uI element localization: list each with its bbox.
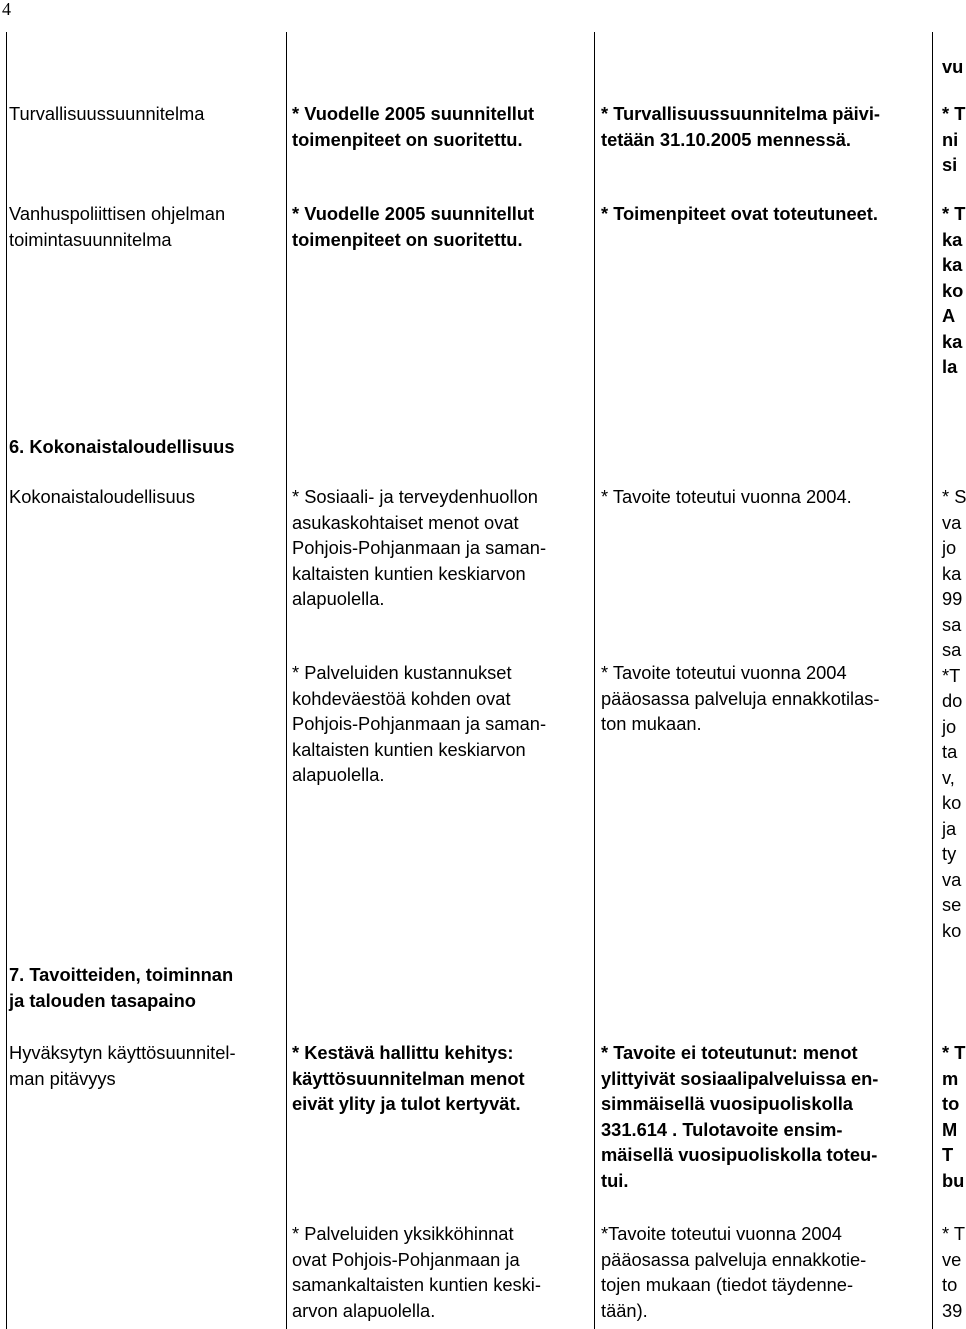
- status-kokonais-2: * Tavoite toteutui vuonna 2004 pääosassa palveluja ennakkotilas- ton mukaan.: [601, 662, 880, 734]
- section-heading-6: 6. Kokonaistaloudellisuus: [9, 436, 235, 457]
- goal-vanhuspoliittinen: * Vuodelle 2005 suunnitellut toimenpiteet on suoritettu.: [292, 203, 535, 250]
- row-title-kokonaistaloudellisuus: Kokonaistaloudellisuus: [9, 486, 195, 507]
- col4-kaytto-1: * T m to M T bu: [942, 1042, 966, 1191]
- col4-kokonais: * S va jo ka 99 sa sa *T do jo ta v, ko ja ty va se ko: [942, 486, 966, 941]
- col4-kaytto-2: * T ve to 39: [942, 1223, 966, 1321]
- table-border-left: [6, 32, 7, 1329]
- column-divider-1: [286, 32, 287, 1329]
- row-title-turvallisuus: Turvallisuussuunnitelma: [9, 103, 205, 124]
- col4-turvallisuus: * T ni si: [942, 103, 966, 175]
- col4-vanhuspoliittinen: * T ka ka ko A ka la: [942, 203, 966, 377]
- section-heading-7: 7. Tavoitteiden, toiminnan ja talouden tasapaino: [9, 964, 234, 1011]
- status-kokonais-1: * Tavoite toteutui vuonna 2004.: [601, 486, 852, 507]
- page-number: 4: [2, 0, 11, 19]
- status-turvallisuus: * Turvallisuussuunnitelma päivi- tetään 31.10.2005 mennessä.: [601, 103, 881, 150]
- status-kaytto-2: *Tavoite toteutui vuonna 2004 pääosassa palveluja ennakkotie- tojen mukaan (tiedot täydenne- tään).: [601, 1223, 867, 1321]
- status-kaytto-1: * Tavoite ei toteutunut: menot ylittyivät sosiaalipalveluissa en- simmäisellä vuosipuoliskolla 331.614 . Tulotavoite ensim- mäisellä vuosipuoliskolla toteu- tui.: [601, 1042, 879, 1191]
- goal-kokonais-1: * Sosiaali- ja terveydenhuollon asukaskohtaiset menot ovat Pohjois-Pohjanmaan ja saman- kaltaisten kuntien keskiarvon alapuolella.: [292, 486, 547, 609]
- column-divider-2: [594, 32, 595, 1329]
- status-vanhuspoliittinen: * Toimenpiteet ovat toteutuneet.: [601, 203, 878, 224]
- goal-turvallisuus: * Vuodelle 2005 suunnitellut toimenpiteet on suoritettu.: [292, 103, 535, 150]
- goal-kokonais-2: * Palveluiden kustannukset kohdeväestöä kohden ovat Pohjois-Pohjanmaan ja saman- kaltaisten kuntien keskiarvon alapuolella.: [292, 662, 547, 785]
- row-title-kayttosuunnitelma: Hyväksytyn käyttösuunnitel- man pitävyys: [9, 1042, 236, 1089]
- col4-clipped-header: vu: [942, 56, 964, 77]
- goal-kaytto-2: * Palveluiden yksikköhinnat ovat Pohjois-Pohjanmaan ja samankaltaisten kuntien keski- arvon alapuolella.: [292, 1223, 541, 1321]
- column-divider-3: [932, 32, 933, 1329]
- row-title-vanhuspoliittinen: Vanhuspoliittisen ohjelman toimintasuunnitelma: [9, 203, 226, 250]
- goal-kaytto-1: * Kestävä hallittu kehitys: käyttösuunnitelman menot eivät ylity ja tulot kertyvät.: [292, 1042, 525, 1114]
